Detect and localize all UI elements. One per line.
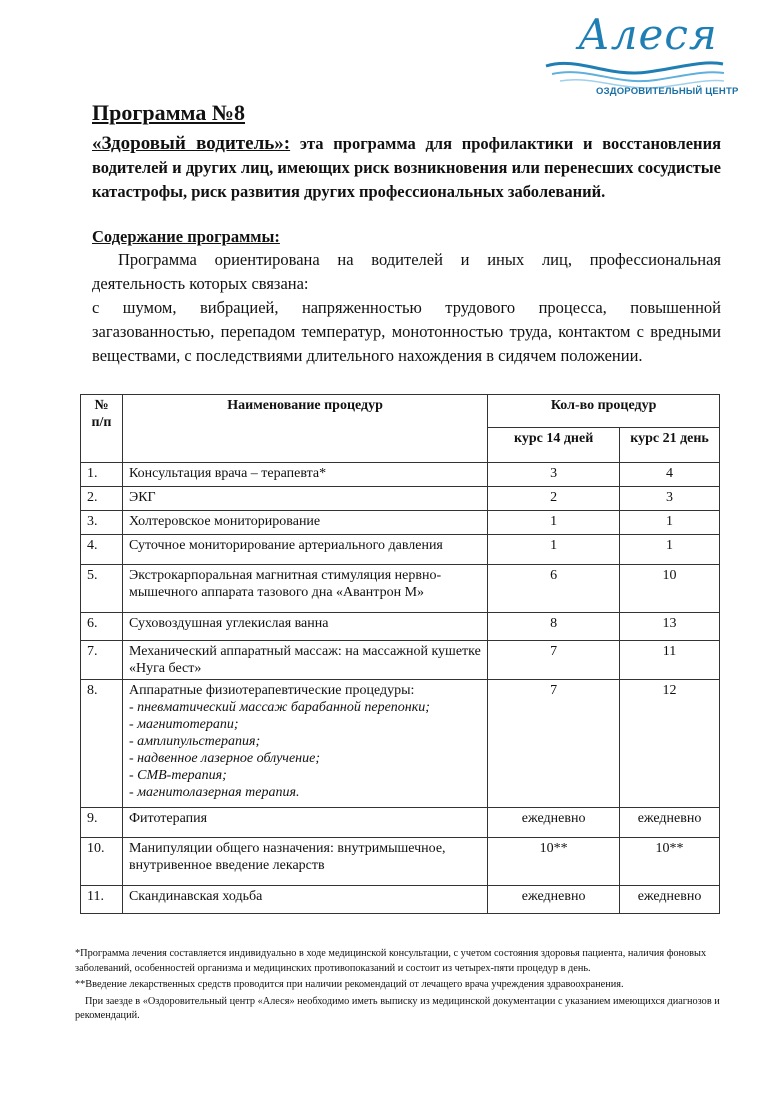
header-count: Кол-во процедур [488,395,720,428]
course-14-count: 6 [488,565,620,613]
course-21-count: 1 [620,535,720,565]
course-14-count: 7 [488,680,620,808]
procedure-subitem: - СМВ-терапия; [128,768,227,783]
course-21-count: ежедневно [620,886,720,914]
row-number: 9. [81,808,123,838]
table-header-row [81,395,720,428]
procedure-cell [122,641,487,680]
procedure-name: Холтеровское мониторирование [128,514,321,529]
course-21-count: 10** [620,838,720,886]
row-number: 7. [81,641,123,680]
table-row [81,808,720,838]
procedure-subitem: - надвенное лазерное облучение; [128,751,321,766]
description-paragraph-1: Программа ориентирована на водителей и иных лиц, профессиональная деятельность которых связана: [92,250,721,293]
table-row [81,613,720,641]
procedure-cell [122,886,487,914]
procedure-subitem: - пневматический массаж барабанной перепонки; [128,700,430,715]
header-num: № п/п [81,395,123,463]
row-number: 4. [81,535,123,565]
course-21-count: 12 [620,680,720,808]
procedure-cell [122,613,487,641]
table-row [81,487,720,511]
procedure-name: Скандинавская ходьба [128,889,263,904]
logo [538,8,739,100]
course-21-count: 3 [620,487,720,511]
course-21-count: 4 [620,463,720,487]
header-course-14: курс 14 дней [488,428,620,463]
procedures-table [80,394,720,914]
procedure-cell [122,535,487,565]
program-name: «Здоровый водитель»: [92,133,291,154]
row-number: 11. [81,886,123,914]
procedure-name: Суховоздушная углекислая ванна [128,616,329,631]
procedure-name: ЭКГ [128,490,156,505]
footnotes [75,947,723,1026]
procedure-cell [122,463,487,487]
procedure-subitem: - магнитотерапи; [128,717,239,732]
course-14-count: ежедневно [488,808,620,838]
course-21-count: 11 [620,641,720,680]
header-course-21: курс 21 день [620,428,720,463]
course-21-count: ежедневно [620,808,720,838]
course-21-count: 1 [620,511,720,535]
description-paragraph-2: с шумом, вибрацией, напряженностью трудового процесса, повышенной загазованностью, перепадом температур, монотонностью труда, контактом с вредными веществами, с последствиями длительного нахождения в сидячем положении. [92,298,721,365]
program-intro-text: эта программа для профилактики и восстановления водителей и других лиц, имеющих риск возникновения или перенесших сосудистые катастрофы, риск развития других профессиональных заболеваний. [92,134,722,201]
procedure-subitem: - амплипульстерапия; [128,734,261,749]
procedure-name: Аппаратные физиотерапевтические процедуры: [128,683,415,698]
procedure-name: Суточное мониторирование артериального давления [128,538,443,553]
course-14-count: 2 [488,487,620,511]
program-description [92,248,721,368]
procedure-name: Фитотерапия [128,811,208,826]
course-14-count: 7 [488,641,620,680]
course-21-count: 13 [620,613,720,641]
logo-word: Алеся [578,10,718,59]
course-14-count: 1 [488,511,620,535]
course-14-count: 1 [488,535,620,565]
row-number: 5. [81,565,123,613]
logo-subtitle: ОЗДОРОВИТЕЛЬНЫЙ ЦЕНТР [596,86,739,97]
course-14-count: 10** [488,838,620,886]
procedure-cell [122,808,487,838]
row-number: 1. [81,463,123,487]
table-row [81,680,720,808]
course-14-count: ежедневно [488,886,620,914]
footnote-1: *Программа лечения составляется индивидуально в ходе медицинской консультации, с учетом состояния здоровья пациента, наличия фоновых заболеваний, особенностей организма и медицинских противопоказаний и состоит из четырех-пяти процедур в день. [75,948,707,974]
row-number: 6. [81,613,123,641]
procedure-cell [122,565,487,613]
table-row [81,838,720,886]
procedure-name: Консультация врача – терапевта* [128,466,327,481]
procedure-cell [122,487,487,511]
procedure-cell [122,511,487,535]
table-row [81,886,720,914]
row-number: 10. [81,838,123,886]
table-row [81,565,720,613]
program-title: Программа №8 [92,100,246,125]
table-row [81,511,720,535]
procedure-name: Экстрокарпоральная магнитная стимуляция нервно-мышечного аппарата тазового дна «Авантрон М» [128,568,442,600]
procedure-subitem: - магнитолазерная терапия. [128,785,300,800]
procedure-cell [122,680,487,808]
contents-heading: Содержание программы: [92,227,280,246]
row-number: 8. [81,680,123,808]
footnote-3: При заезде в «Оздоровительный центр «Алеся» необходимо иметь выписку из медицинской документации с указанием имеющихся диагнозов и рекомендаций. [75,995,720,1021]
procedure-cell [122,838,487,886]
program-intro [92,132,721,204]
course-14-count: 8 [488,613,620,641]
course-14-count: 3 [488,463,620,487]
row-number: 3. [81,511,123,535]
table-row [81,463,720,487]
table-row [81,535,720,565]
header-name: Наименование процедур [122,395,487,463]
row-number: 2. [81,487,123,511]
table-row [81,641,720,680]
footnote-2: **Введение лекарственных средств проводится при наличии рекомендаций от лечащего врача учреждения здравоохранения. [75,979,624,990]
procedure-name: Манипуляции общего назначения: внутримышечное, внутривенное введение лекарств [128,841,446,873]
course-21-count: 10 [620,565,720,613]
procedure-name: Механический аппаратный массаж: на массажной кушетке «Нуга бест» [128,644,481,676]
